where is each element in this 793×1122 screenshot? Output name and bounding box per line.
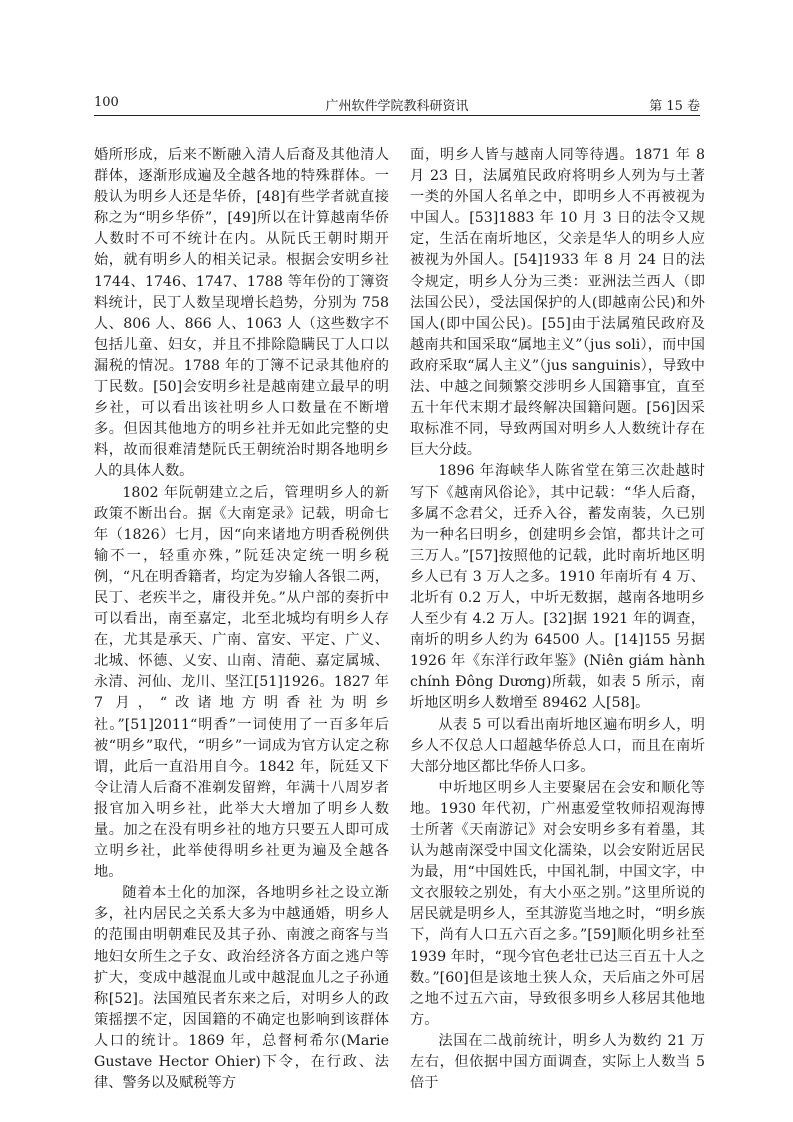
- paragraph: 面，明乡人皆与越南人同等待遇。1871 年 8 月 23 日，法属殖民政府将明乡人列为与土著一类的外国人名单之中，即明乡人不再被视为中国人。[53]1883 年 10 月 3 日的法令又规定，生活在南圻地区，父亲是华人的明乡人应被视为外国人。[54]1933 年 8 月 24 日的法令规定，明乡人分为三类：亚洲法兰西人（即法国公民），受法国保护的人(即越南公民)和外国人(即中国公民)。[55]由于法属殖民政府及越南共和国采取“属地主义”（jus soli），而中国政府采取“属人主义”（jus sanguinis），导致中法、中越之间频繁交涉明乡人国籍事宜，直至五十年代末期才最终解决国籍问题。[56]因采取标准不同，导致两国对明乡人人数统计存在巨大分歧。: [410, 147, 705, 459]
- page-number: 100: [94, 95, 119, 110]
- right-column: [410, 145, 705, 1094]
- paragraph: 1896 年海峡华人陈省堂在第三次赴越时写下《越南风俗论》，其中记载：“华人后裔，多属不念君父，迁乔入谷，蓄发南装，久已别为一种名曰明乡，创建明乡会馆，都共计之可三万人。”[57]按照他的记载，此时南圻地区明乡人已有 3 万人之多。1910 年南圻有 4 万、北圻有 0.2 万人，中圻无数据，越南各地明乡人至少有 4.2 万人。[32]据 1921 年的调查，南圻的明乡人约为 64500 人。[14]155 另据 1926 年《东洋行政年鉴》(Niên giám hành chính Đông Dương)所载，如表 5 所示，南圻地区明乡人数增至 89462 人[58]。: [410, 463, 705, 712]
- journal-title: 广州软件学院教科研资讯: [325, 99, 469, 114]
- paragraph: 随着本土化的加深，各地明乡社之设立渐多，社内居民之关系大多为中越通婚，明乡人的范围由明朝难民及其子孙、南渡之商客与当地妇女所生之子女、政治经济各方面之逃户等扩大，变成中越混血儿或中越混血儿之子孙通称[52]。法国殖民者东来之后，对明乡人的政策摇摆不定，因国籍的不确定也影响到该群体人口的统计。1869 年，总督柯希尔(Marie Gustave Hector Ohier)下令，在行政、法律、警务以及赋税等方: [94, 885, 389, 1092]
- volume-label: 第 15 卷: [649, 99, 700, 114]
- left-column: [94, 145, 389, 1094]
- running-header: [94, 93, 700, 116]
- paragraph: 中圻地区明乡人主要聚居在会安和顺化等地。1930 年代初，广州惠爱堂牧师招观海博士所著《天南游记》对会安明乡多有着墨，其认为越南深受中国文化濡染，以会安附近居民为最，用“中国姓氏，中国礼制，中国文字，中文衣服较之别处，有大小巫之别。”这里所说的居民就是明乡人，至其游览当地之时，“明乡族下，尚有人口五六百之多。”[59]顺化明乡社至 1939 年时，“现今官色老壮已达三百五十人之数。”[60]但是该地土狭人众，天后庙之外可居之地不过五六亩，导致很多明乡人移居其他地方。: [410, 779, 705, 1028]
- paragraph: 1802 年阮朝建立之后，管理明乡人的新政策不断出台。据《大南寔录》记载，明命七年（1826）七月，因“向来诸地方明香税例供输不一，轻重亦殊，”阮廷决定统一明乡税例，“凡在明香籍者，均定为岁输人各银二两，民丁、老疾半之，庸役并免。”从户部的奏折中可以看出，南至嘉定，北至北城均有明乡人存在，尤其是承天、广南、富安、平定、广义、北城、怀德、乂安、山南、清葩、嘉定属城、永清、河仙、龙川、坚江[51]1926。1827 年 7 月，“改诸地方明香社为明乡社。”[51]2011“明香”一词使用了一百多年后被“明乡”取代，“明乡”一词成为官方认定之称谓，此后一直沿用自今。1842 年，阮廷又下令让清人后裔不准剃发留辫，年满十八周岁者报官加入明乡社，此举大大增加了明乡人数量。加之在没有明乡社的地方只要五人即可成立明乡社，此举使得明乡社更为遍及全越各地。: [94, 484, 389, 881]
- paragraph: 婚所形成，后来不断融入清人后裔及其他清人群体，逐渐形成遍及全越各地的特殊群体。一般认为明乡人还是华侨，[48]有些学者就直接称之为“明乡华侨”，[49]所以在计算越南华侨人数时不可不统计在内。从阮氏王朝时期开始，就有明乡人的相关记录。根据会安明乡社 1744、1746、1747、1788 等年份的丁簿资料统计，民丁人数呈现增长趋势，分别为 758 人、806 人、866 人、1063 人（这些数字不包括儿童、妇女，并且不排除隐瞒民丁人口以漏税的情况。1788 年的丁簿不记录其他府的丁民数。[50]会安明乡社是越南建立最早的明乡社，可以看出该社明乡人口数量在不断增多。但因其他地方的明乡社并无如此完整的史料，故而很难清楚阮氏王朝统治时期各地明乡人的具体人数。: [94, 147, 389, 480]
- paragraph: 法国在二战前统计，明乡人为数约 21 万左右，但依据中国方面调查，实际上人数当 5 倍于: [410, 1032, 705, 1092]
- paragraph: 从表 5 可以看出南圻地区遍布明乡人，明乡人不仅总人口超越华侨总人口，而且在南圻大部分地区都比华侨人口多。: [410, 716, 705, 775]
